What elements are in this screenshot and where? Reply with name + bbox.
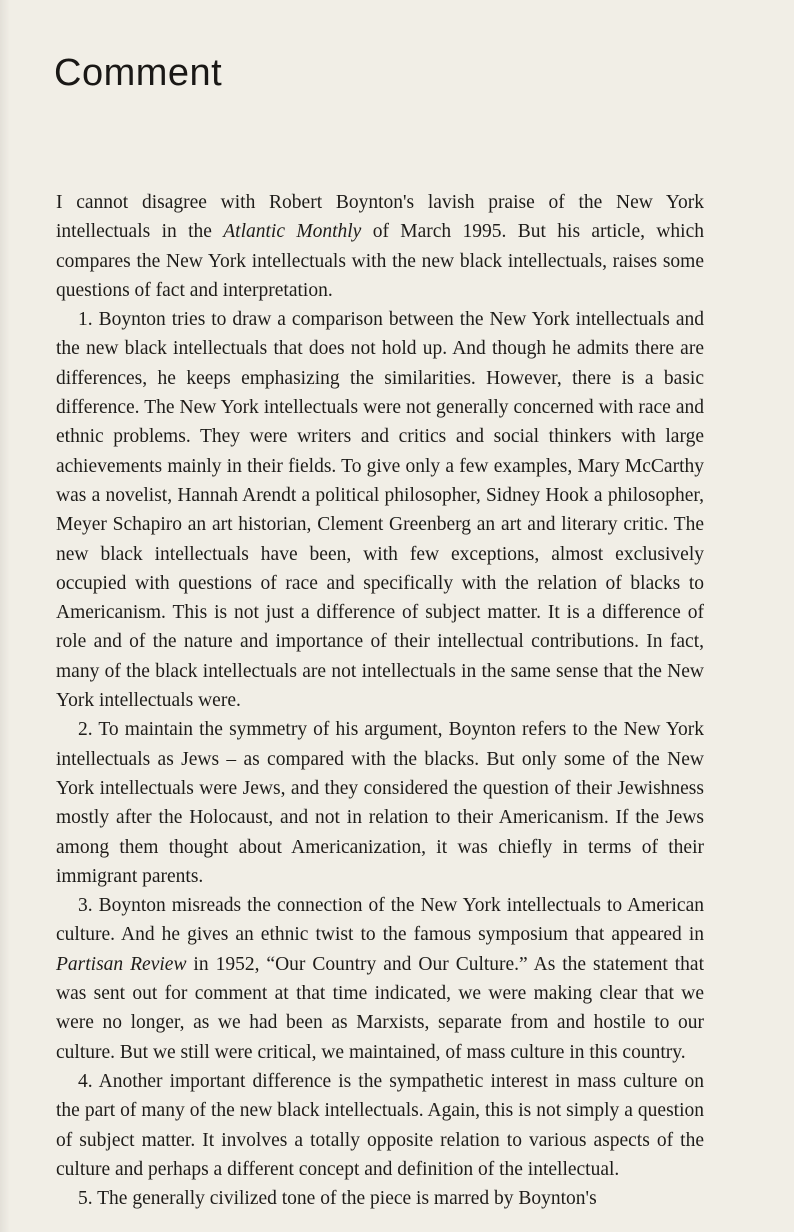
article-body	[56, 188, 704, 1213]
intro-text-start: I cannot disagree with Robert Boynton's lavish praise of the New York intellectuals in the	[56, 192, 704, 243]
intro-paragraph	[56, 188, 704, 305]
publication-title: Partisan Review	[56, 953, 187, 975]
point-3-text-start: 3. Boynton misreads the connection of the New York intellectuals to American culture. And he gives an ethnic twist to the famous symposium that appeared in	[56, 895, 704, 946]
intro-text-end: of March 1995. But his article, which compares the New York intellectuals with the new black intellectuals, raises some questions of fact and interpretation.	[56, 221, 704, 301]
point-3-paragraph	[56, 891, 704, 1067]
point-2-paragraph: 2. To maintain the symmetry of his argument, Boynton refers to the New York intellectuals as Jews – as compared with the blacks. But only some of the New York intellectuals were Jews, and they considered the question of their Jewishness mostly after the Holocaust, and not in relation to their Americanism. If the Jews among them thought about Americanization, it was chiefly in terms of their immigrant parents.	[56, 719, 704, 887]
page-edge-shadow	[0, 0, 10, 1232]
page-title: Comment	[54, 52, 223, 94]
point-4-paragraph: 4. Another important difference is the sympathetic interest in mass culture on the part of many of the new black intellectuals. Again, this is not simply a question of subject matter. It involves a totally opposite relation to various aspects of the culture and perhaps a different concept and definition of the intellectual.	[56, 1070, 704, 1180]
point-1-paragraph: 1. Boynton tries to draw a comparison between the New York intellectuals and the new black intellectuals that does not hold up. And though he admits there are differences, he keeps emphasizing the similarities. However, there is a basic difference. The New York intellectuals were not generally concerned with race and ethnic problems. They were writers and critics and social thinkers with large achievements mainly in their fields. To give only a few examples, Mary McCarthy was a novelist, Hannah Arendt a political philosopher, Sidney Hook a philosopher, Meyer Schapiro an art historian, Clement Greenberg an art and literary critic. The new black intellectuals have been, with few exceptions, almost exclusively occupied with questions of race and specifically with the relation of blacks to Americanism. This is not just a difference of subject matter. It is a difference of role and of the nature and importance of their intellectual contributions. In fact, many of the black intellectuals are not intellectuals in the same sense that the New York intellectuals were.	[56, 309, 704, 712]
publication-title: Atlantic Monthly	[223, 221, 362, 243]
point-3-text-end: in 1952, “Our Country and Our Culture.” As the statement that was sent out for comment at that time indicated, we were making clear that we were no longer, as we had been as Marxists, separate from and hostile to our culture. But we still were critical, we maintained, of mass culture in this country.	[56, 953, 704, 1063]
point-5-paragraph: 5. The generally civilized tone of the piece is marred by Boynton's	[78, 1188, 597, 1210]
